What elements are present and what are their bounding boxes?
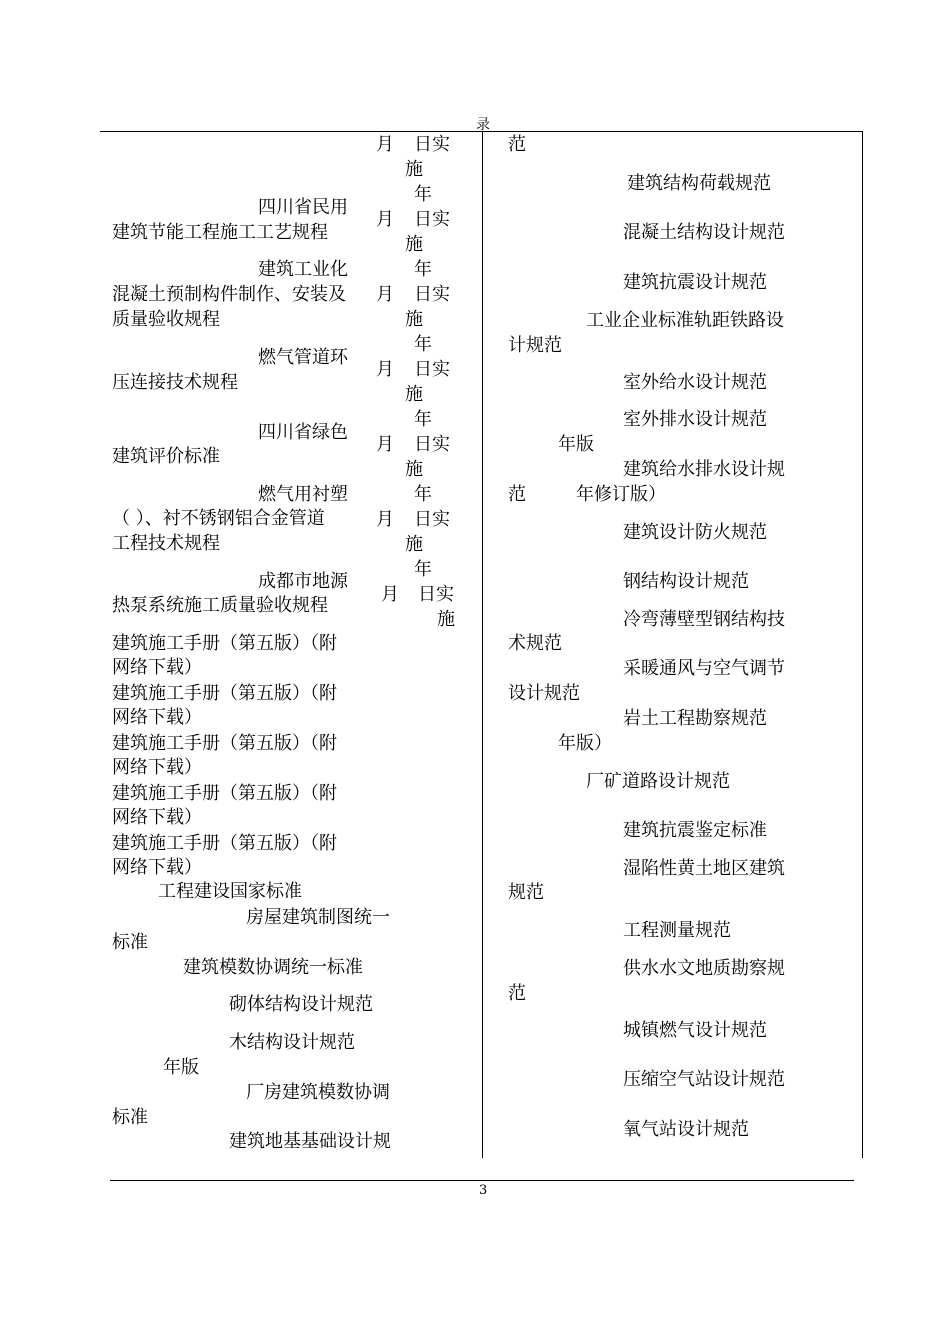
handbook-title: 建筑施工手册（第五版）（附 — [112, 633, 337, 654]
handbook-title: 建筑施工手册（第五版）（附 — [112, 733, 337, 754]
entry-title: 氧气站设计规范 — [623, 1119, 749, 1140]
handbook-title: 网络下载） — [112, 657, 202, 678]
impl-shi: 施 — [405, 309, 423, 330]
impl-day: 日实 — [414, 359, 450, 380]
entry-title: 建筑抗震设计规范 — [623, 272, 767, 293]
impl-year: 年 — [414, 259, 432, 280]
entry-title: 四川省民用 — [258, 197, 348, 218]
impl-shi: 施 — [405, 534, 423, 555]
impl-shi: 施 — [405, 384, 423, 405]
entry-title: 工程技术规程 — [112, 533, 220, 554]
impl-month: 月 — [376, 134, 394, 155]
impl-shi: 施 — [437, 609, 455, 630]
entry-title: 建筑节能工程施工工艺规程 — [112, 222, 328, 243]
entry-title: 钢结构设计规范 — [623, 571, 749, 592]
entry-title: 建筑给水排水设计规 — [623, 459, 785, 480]
entry-title: 标准 — [112, 932, 148, 953]
entry-title: 建筑模数协调统一标准 — [183, 957, 363, 978]
entry-title: 室外排水设计规范 — [623, 409, 767, 430]
handbook-title: 网络下载） — [112, 857, 202, 878]
entry-title: 工程测量规范 — [623, 920, 731, 941]
entry-title: 范 — [508, 134, 526, 155]
entry-title: 室外给水设计规范 — [623, 372, 767, 393]
impl-shi: 施 — [405, 159, 423, 180]
impl-month: 月 — [376, 359, 394, 380]
entry-title: 计规范 — [508, 335, 562, 356]
entry-title: 年版 — [558, 434, 594, 455]
entry-title: 质量验收规程 — [112, 309, 220, 330]
impl-day: 日实 — [414, 209, 450, 230]
impl-shi: 施 — [405, 459, 423, 480]
entry-title: 压缩空气站设计规范 — [623, 1069, 785, 1090]
entry-title: 建筑设计防火规范 — [623, 522, 767, 543]
header-label: 录 — [476, 117, 490, 133]
impl-month: 月 — [376, 509, 394, 530]
impl-day: 日实 — [414, 284, 450, 305]
entry-title: 建筑抗震鉴定标准 — [623, 820, 767, 841]
entry-title: 标准 — [112, 1107, 148, 1128]
entry-title: 建筑结构荷载规范 — [627, 173, 771, 194]
entry-title: 厂矿道路设计规范 — [586, 771, 730, 792]
entry-title: 湿陷性黄土地区建筑 — [623, 858, 785, 879]
handbook-title: 网络下载） — [112, 707, 202, 728]
right-border — [862, 131, 863, 1158]
impl-year: 年 — [414, 334, 432, 355]
impl-year: 年 — [414, 484, 432, 505]
handbook-title: 网络下载） — [112, 807, 202, 828]
entry-title: 冷弯薄壁型钢结构技 — [623, 609, 785, 630]
entry-title: 混凝土结构设计规范 — [623, 222, 785, 243]
impl-year: 年 — [414, 409, 432, 430]
impl-year: 年 — [414, 559, 432, 580]
entry-title: 燃气管道环 — [258, 347, 348, 368]
impl-month: 月 — [376, 434, 394, 455]
entry-title: 设计规范 — [508, 683, 580, 704]
handbook-title: 建筑施工手册（第五版）（附 — [112, 783, 337, 804]
entry-title: 范 — [508, 484, 526, 505]
entry-title: 燃气用衬塑 — [258, 484, 348, 505]
entry-title: 工业企业标准轨距铁路设 — [586, 310, 784, 331]
entry-title: 供水水文地质勘察规 — [623, 958, 785, 979]
entry-title: 四川省绿色 — [258, 422, 348, 443]
impl-day: 日实 — [414, 434, 450, 455]
column-divider — [482, 131, 483, 1158]
entry-title: 规范 — [508, 882, 544, 903]
entry-title: 采暖通风与空气调节 — [623, 658, 785, 679]
impl-day: 日实 — [414, 134, 450, 155]
entry-title: 岩土工程勘察规范 — [623, 708, 767, 729]
entry-title: 木结构设计规范 — [229, 1032, 355, 1053]
entry-title: 建筑评价标准 — [112, 446, 220, 467]
entry-title: （ ）、衬不锈钢铝合金管道 — [112, 508, 325, 529]
entry-title: 术规范 — [508, 633, 562, 654]
impl-year: 年 — [414, 184, 432, 205]
entry-title: 年修订版） — [576, 484, 666, 505]
impl-month: 月 — [376, 284, 394, 305]
entry-title: 房屋建筑制图统一 — [246, 907, 390, 928]
footer-rule — [110, 1180, 854, 1181]
entry-title: 成都市地源 — [258, 571, 348, 592]
impl-month: 月 — [381, 584, 399, 605]
entry-title: 热泵系统施工质量验收规程 — [112, 595, 328, 616]
handbook-title: 建筑施工手册（第五版）（附 — [112, 683, 337, 704]
entry-title: 范 — [508, 983, 526, 1004]
entry-title: 年版 — [163, 1057, 199, 1078]
entry-title: 砌体结构设计规范 — [229, 994, 373, 1015]
page-number: 3 — [479, 1183, 488, 1198]
entry-title: 年版） — [558, 733, 612, 754]
entry-title: 混凝土预制构件制作、安装及 — [112, 284, 346, 305]
impl-shi: 施 — [405, 234, 423, 255]
handbook-title: 建筑施工手册（第五版）（附 — [112, 833, 337, 854]
entry-title: 压连接技术规程 — [112, 372, 238, 393]
impl-day: 日实 — [418, 584, 454, 605]
impl-day: 日实 — [414, 509, 450, 530]
impl-month: 月 — [376, 209, 394, 230]
handbook-title: 网络下载） — [112, 757, 202, 778]
entry-title: 厂房建筑模数协调 — [246, 1082, 390, 1103]
entry-title: 建筑地基基础设计规 — [229, 1131, 391, 1152]
entry-title: 城镇燃气设计规范 — [623, 1020, 767, 1041]
section-heading: 工程建设国家标准 — [158, 881, 302, 902]
entry-title: 建筑工业化 — [258, 259, 348, 280]
